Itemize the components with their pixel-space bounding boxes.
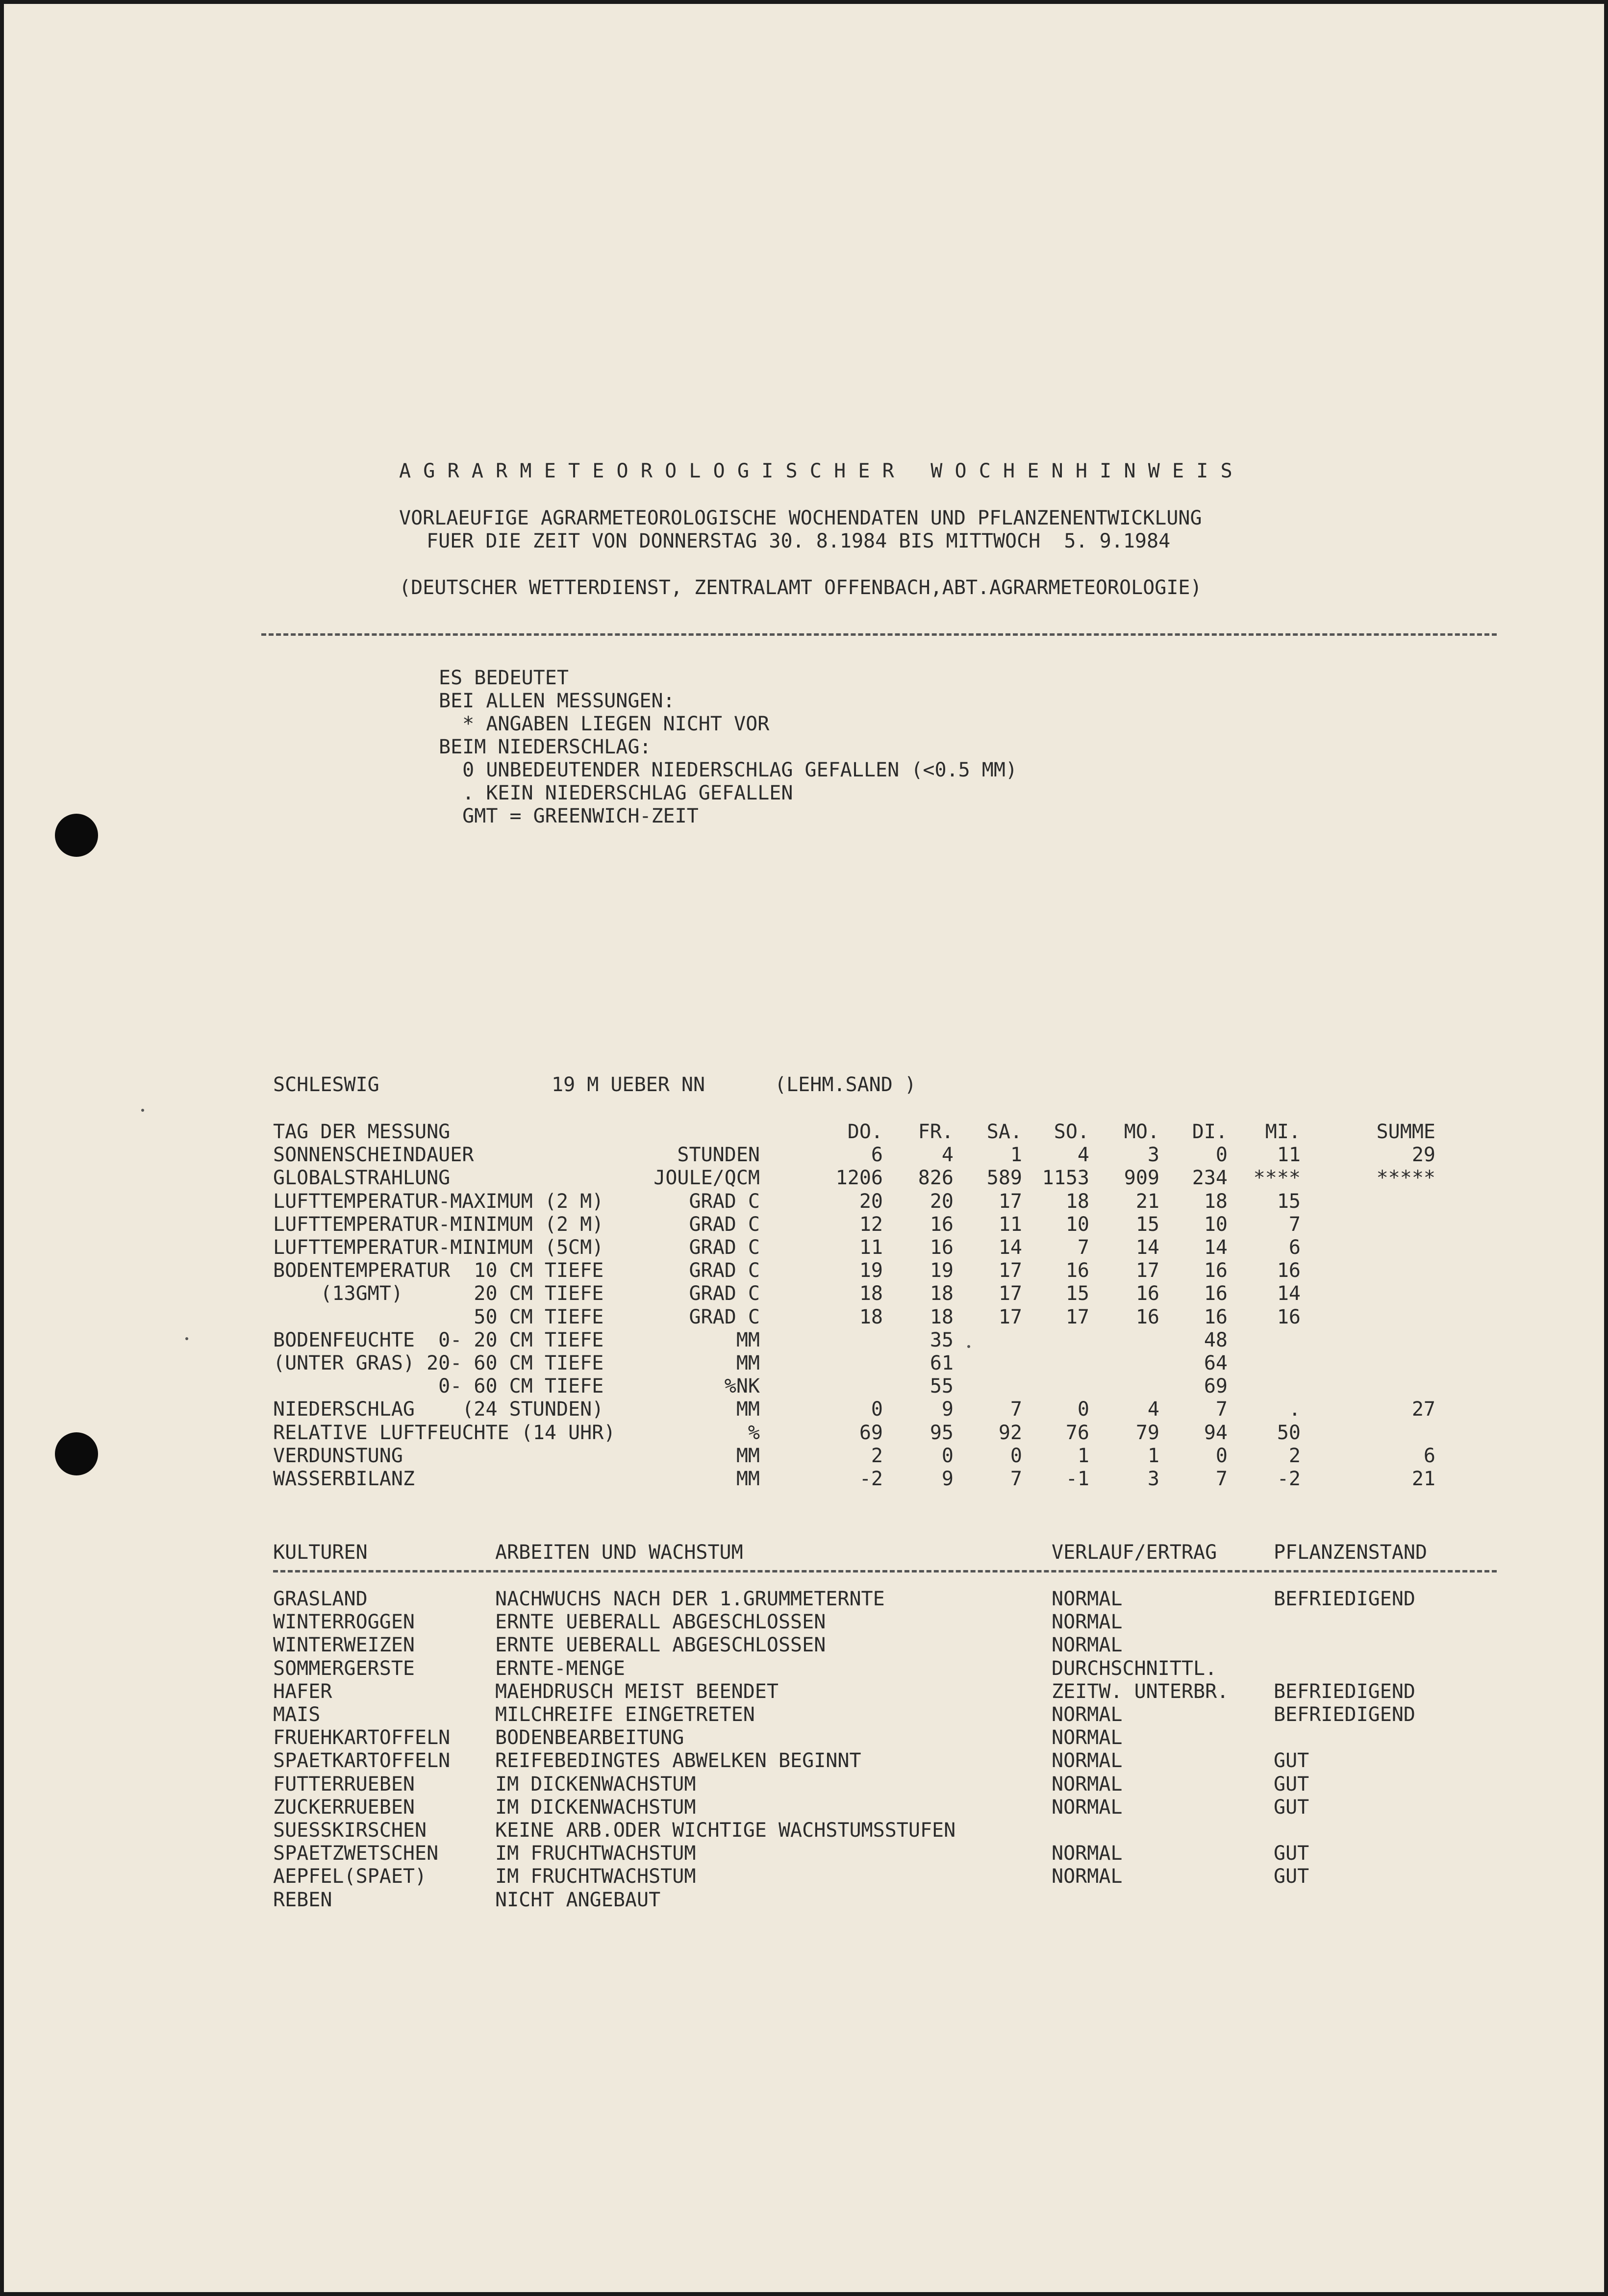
measure-value: 12	[859, 1213, 883, 1236]
measure-value: 9	[941, 1398, 954, 1421]
crop-cell: BODENBEARBEITUNG	[495, 1726, 684, 1749]
measure-row-label: BODENFEUCHTE 0- 20 CM TIEFE	[273, 1329, 604, 1351]
measure-value: 7	[1077, 1236, 1089, 1259]
measure-sum: 6	[1423, 1445, 1435, 1467]
measure-value: 35	[930, 1329, 954, 1351]
measure-value: 17	[998, 1282, 1022, 1305]
measure-value: 18	[859, 1282, 883, 1305]
measure-value: 3	[1147, 1144, 1159, 1166]
crop-cell: GUT	[1274, 1773, 1309, 1796]
measure-value: 48	[1204, 1329, 1228, 1351]
measure-row-unit: GRAD C	[689, 1190, 760, 1213]
measure-value: 4	[941, 1144, 954, 1166]
measure-value: 18	[1065, 1190, 1089, 1213]
paper-speck	[185, 1337, 188, 1340]
crop-cell: BEFRIEDIGEND	[1274, 1680, 1415, 1703]
measure-value: 2	[871, 1445, 883, 1467]
day-header: SA.	[986, 1121, 1022, 1143]
measure-value: 1153	[1042, 1167, 1089, 1189]
measure-value: 909	[1124, 1167, 1159, 1189]
measure-row-unit: MM	[736, 1398, 760, 1421]
crop-name: SPAETKARTOFFELN	[273, 1749, 451, 1772]
crop-cell: ERNTE-MENGE	[495, 1657, 625, 1680]
day-header: MI.	[1265, 1121, 1301, 1143]
measure-value: 16	[1135, 1306, 1159, 1328]
crop-cell: IM FRUCHTWACHSTUM	[495, 1842, 696, 1865]
measure-value: 20	[930, 1190, 954, 1213]
legend-line: * ANGABEN LIEGEN NICHT VOR	[439, 713, 770, 735]
measure-value: 234	[1192, 1167, 1228, 1189]
measure-row-unit: MM	[736, 1329, 760, 1351]
legend-line: BEIM NIEDERSCHLAG:	[439, 736, 652, 758]
day-header: DI.	[1192, 1121, 1228, 1143]
legend-line: 0 UNBEDEUTENDER NIEDERSCHLAG GEFALLEN (<0.5 MM)	[439, 759, 1018, 781]
punch-hole-upper	[55, 814, 98, 857]
measure-value: 6	[871, 1144, 883, 1166]
measure-value: 14	[1277, 1282, 1301, 1305]
document-period: FUER DIE ZEIT VON DONNERSTAG 30. 8.1984 BIS MITTWOCH 5. 9.1984	[427, 530, 1171, 552]
measure-row-label: WASSERBILANZ	[273, 1468, 415, 1490]
measure-value: 7	[1288, 1213, 1301, 1236]
crop-cell: ERNTE UEBERALL ABGESCHLOSSEN	[495, 1611, 826, 1633]
punch-hole-lower	[55, 1432, 98, 1475]
measure-value: 6	[1288, 1236, 1301, 1259]
measure-value: 17	[1135, 1259, 1159, 1282]
measure-value: 16	[1204, 1306, 1228, 1328]
measure-row-unit: GRAD C	[689, 1306, 760, 1328]
measure-row-label: VERDUNSTUNG	[273, 1445, 403, 1467]
measure-value: 11	[998, 1213, 1022, 1236]
crop-cell: MAEHDRUSCH MEIST BEENDET	[495, 1680, 779, 1703]
crop-cell: NORMAL	[1052, 1703, 1123, 1726]
measure-row-unit: GRAD C	[689, 1236, 760, 1259]
measure-row-label: GLOBALSTRAHLUNG	[273, 1167, 451, 1189]
measure-row-label: (UNTER GRAS) 20- 60 CM TIEFE	[273, 1352, 604, 1374]
measure-value: 0	[871, 1398, 883, 1421]
crop-cell: REIFEBEDINGTES ABWELKEN BEGINNT	[495, 1749, 861, 1772]
measure-row-label: 0- 60 CM TIEFE	[273, 1375, 604, 1398]
crop-cell: IM DICKENWACHSTUM	[495, 1773, 696, 1796]
measure-value: .	[1288, 1398, 1301, 1421]
measure-row-label: (13GMT) 20 CM TIEFE	[273, 1282, 604, 1305]
crop-cell: BEFRIEDIGEND	[1274, 1703, 1415, 1726]
measure-value: 1206	[835, 1167, 883, 1189]
measure-value: -1	[1065, 1468, 1089, 1490]
measure-value: 14	[1135, 1236, 1159, 1259]
measure-row-unit: MM	[736, 1468, 760, 1490]
crop-cell: NORMAL	[1052, 1611, 1123, 1633]
measure-value: 17	[998, 1259, 1022, 1282]
crop-cell: NORMAL	[1052, 1588, 1123, 1610]
crop-cell: NACHWUCHS NACH DER 1.GRUMMETERNTE	[495, 1588, 885, 1610]
crop-header: PFLANZENSTAND	[1274, 1541, 1428, 1564]
crop-cell: IM DICKENWACHSTUM	[495, 1796, 696, 1819]
crop-cell: GUT	[1274, 1749, 1309, 1772]
paper-speck	[967, 1345, 970, 1348]
measure-value: 1	[1010, 1144, 1022, 1166]
measure-value: 4	[1077, 1144, 1089, 1166]
document-subtitle: VORLAEUFIGE AGRARMETEOROLOGISCHE WOCHENDATEN UND PFLANZENENTWICKLUNG	[399, 507, 1202, 529]
crop-header: VERLAUF/ERTRAG	[1052, 1541, 1217, 1564]
measure-value: 17	[998, 1190, 1022, 1213]
crop-cell: MILCHREIFE EINGETRETEN	[495, 1703, 755, 1726]
header-divider	[261, 633, 1497, 636]
measure-value: 16	[1204, 1282, 1228, 1305]
crop-name: WINTERROGGEN	[273, 1611, 415, 1633]
crop-cell: ERNTE UEBERALL ABGESCHLOSSEN	[495, 1634, 826, 1656]
crop-cell: NICHT ANGEBAUT	[495, 1889, 661, 1911]
measure-value: 4	[1147, 1398, 1159, 1421]
measure-header-label: TAG DER MESSUNG	[273, 1121, 451, 1143]
crop-name: REBEN	[273, 1889, 332, 1911]
measure-value: 95	[930, 1422, 954, 1444]
measure-value: 11	[1277, 1144, 1301, 1166]
measure-sum: *****	[1376, 1167, 1435, 1189]
measure-value: 7	[1010, 1468, 1022, 1490]
crop-name: WINTERWEIZEN	[273, 1634, 415, 1656]
station-name: SCHLESWIG	[273, 1073, 379, 1096]
station-soil: (LEHM.SAND )	[775, 1073, 916, 1096]
measure-value: 16	[1277, 1259, 1301, 1282]
measure-row-unit: MM	[736, 1352, 760, 1374]
crop-cell: GUT	[1274, 1796, 1309, 1819]
crop-cell: NORMAL	[1052, 1796, 1123, 1819]
measure-value: 18	[930, 1282, 954, 1305]
measure-value: 7	[1215, 1398, 1228, 1421]
crop-cell: NORMAL	[1052, 1842, 1123, 1865]
measure-row-label: LUFTTEMPERATUR-MAXIMUM (2 M)	[273, 1190, 604, 1213]
measure-value: 15	[1277, 1190, 1301, 1213]
measure-value: 17	[1065, 1306, 1089, 1328]
measure-row-unit: JOULE/QCM	[653, 1167, 760, 1189]
paper-speck	[141, 1109, 144, 1112]
measure-value: 69	[1204, 1375, 1228, 1398]
measure-value: 18	[859, 1306, 883, 1328]
crop-header-divider	[273, 1570, 1497, 1572]
crop-cell: GUT	[1274, 1842, 1309, 1865]
crop-header: KULTUREN	[273, 1541, 368, 1564]
measure-value: 79	[1135, 1422, 1159, 1444]
measure-row-label: NIEDERSCHLAG (24 STUNDEN)	[273, 1398, 604, 1421]
measure-value: 20	[859, 1190, 883, 1213]
measure-value: 0	[1215, 1445, 1228, 1467]
crop-header: ARBEITEN UND WACHSTUM	[495, 1541, 743, 1564]
measure-value: 17	[998, 1306, 1022, 1328]
measure-row-unit: %NK	[724, 1375, 760, 1398]
legend-line: ES BEDEUTET	[439, 667, 569, 689]
measure-value: 16	[1135, 1282, 1159, 1305]
crop-cell: NORMAL	[1052, 1634, 1123, 1656]
measure-value: 14	[998, 1236, 1022, 1259]
measure-value: 69	[859, 1422, 883, 1444]
measure-row-unit: GRAD C	[689, 1259, 760, 1282]
measure-sum: 27	[1411, 1398, 1435, 1421]
measure-value: 61	[930, 1352, 954, 1374]
crop-name: FUTTERRUEBEN	[273, 1773, 415, 1796]
crop-name: HAFER	[273, 1680, 332, 1703]
measure-row-unit: GRAD C	[689, 1282, 760, 1305]
measure-value: 64	[1204, 1352, 1228, 1374]
measure-row-label: LUFTTEMPERATUR-MINIMUM (5CM)	[273, 1236, 604, 1259]
document-title: AGRARMETEOROLOGISCHER WOCHENHINWEIS	[399, 460, 1245, 482]
measure-value: 55	[930, 1375, 954, 1398]
measure-value: 92	[998, 1422, 1022, 1444]
legend-line: GMT = GREENWICH-ZEIT	[439, 805, 699, 827]
measure-value: 1	[1077, 1445, 1089, 1467]
measure-value: 16	[930, 1236, 954, 1259]
legend-line: . KEIN NIEDERSCHLAG GEFALLEN	[439, 782, 793, 804]
crop-name: MAIS	[273, 1703, 321, 1726]
measure-value: 1	[1147, 1445, 1159, 1467]
crop-cell: NORMAL	[1052, 1726, 1123, 1749]
crop-cell: NORMAL	[1052, 1749, 1123, 1772]
document-source: (DEUTSCHER WETTERDIENST, ZENTRALAMT OFFENBACH,ABT.AGRARMETEOROLOGIE)	[399, 576, 1202, 599]
measure-value: 589	[986, 1167, 1022, 1189]
measure-value: 16	[930, 1213, 954, 1236]
measure-value: -2	[1277, 1468, 1301, 1490]
measure-value: 3	[1147, 1468, 1159, 1490]
day-header: SO.	[1054, 1121, 1089, 1143]
crop-name: SOMMERGERSTE	[273, 1657, 415, 1680]
sum-header: SUMME	[1376, 1121, 1435, 1143]
measure-value: 18	[930, 1306, 954, 1328]
crop-cell: GUT	[1274, 1865, 1309, 1888]
measure-value: 15	[1065, 1282, 1089, 1305]
measure-value: 16	[1065, 1259, 1089, 1282]
measure-value: 0	[1215, 1144, 1228, 1166]
crop-name: ZUCKERRUEBEN	[273, 1796, 415, 1819]
crop-name: SUESSKIRSCHEN	[273, 1819, 427, 1842]
station-elevation: 19 M UEBER NN	[552, 1073, 705, 1096]
crop-name: FRUEHKARTOFFELN	[273, 1726, 451, 1749]
measure-row-unit: GRAD C	[689, 1213, 760, 1236]
crop-name: AEPFEL(SPAET)	[273, 1865, 427, 1888]
measure-row-label: 50 CM TIEFE	[273, 1306, 604, 1328]
measure-row-unit: %	[748, 1422, 760, 1444]
crop-name: GRASLAND	[273, 1588, 368, 1610]
measure-value: 15	[1135, 1213, 1159, 1236]
crop-cell: ZEITW. UNTERBR.	[1052, 1680, 1229, 1703]
crop-cell: NORMAL	[1052, 1865, 1123, 1888]
crop-cell: BEFRIEDIGEND	[1274, 1588, 1415, 1610]
measure-value: 0	[1077, 1398, 1089, 1421]
measure-row-unit: STUNDEN	[677, 1144, 760, 1166]
measure-value: 9	[941, 1468, 954, 1490]
measure-value: 19	[930, 1259, 954, 1282]
day-header: MO.	[1124, 1121, 1159, 1143]
day-header: FR.	[918, 1121, 954, 1143]
legend-line: BEI ALLEN MESSUNGEN:	[439, 690, 675, 712]
measure-value: 21	[1135, 1190, 1159, 1213]
measure-sum: 21	[1411, 1468, 1435, 1490]
crop-cell: KEINE ARB.ODER WICHTIGE WACHSTUMSSTUFEN	[495, 1819, 956, 1842]
measure-value: 826	[918, 1167, 954, 1189]
measure-value: 18	[1204, 1190, 1228, 1213]
measure-row-unit: MM	[736, 1445, 760, 1467]
crop-cell: NORMAL	[1052, 1773, 1123, 1796]
crop-name: SPAETZWETSCHEN	[273, 1842, 439, 1865]
measure-value: 94	[1204, 1422, 1228, 1444]
measure-value: 16	[1277, 1306, 1301, 1328]
measure-row-label: LUFTTEMPERATUR-MINIMUM (2 M)	[273, 1213, 604, 1236]
measure-row-label: BODENTEMPERATUR 10 CM TIEFE	[273, 1259, 604, 1282]
day-header: DO.	[847, 1121, 883, 1143]
measure-value: 19	[859, 1259, 883, 1282]
measure-value: 0	[941, 1445, 954, 1467]
measure-value: 16	[1204, 1259, 1228, 1282]
measure-value: 76	[1065, 1422, 1089, 1444]
measure-value: 7	[1010, 1398, 1022, 1421]
measure-value: 7	[1215, 1468, 1228, 1490]
measure-value: 50	[1277, 1422, 1301, 1444]
measure-value: -2	[859, 1468, 883, 1490]
measure-row-label: RELATIVE LUFTFEUCHTE (14 UHR)	[273, 1422, 616, 1444]
crop-cell: IM FRUCHTWACHSTUM	[495, 1865, 696, 1888]
measure-sum: 29	[1411, 1144, 1435, 1166]
measure-row-label: SONNENSCHEINDAUER	[273, 1144, 474, 1166]
measure-value: 0	[1010, 1445, 1022, 1467]
crop-cell: DURCHSCHNITTL.	[1052, 1657, 1217, 1680]
measure-value: 14	[1204, 1236, 1228, 1259]
measure-value: 10	[1065, 1213, 1089, 1236]
measure-value: ****	[1253, 1167, 1301, 1189]
measure-value: 11	[859, 1236, 883, 1259]
measure-value: 2	[1288, 1445, 1301, 1467]
measure-value: 10	[1204, 1213, 1228, 1236]
